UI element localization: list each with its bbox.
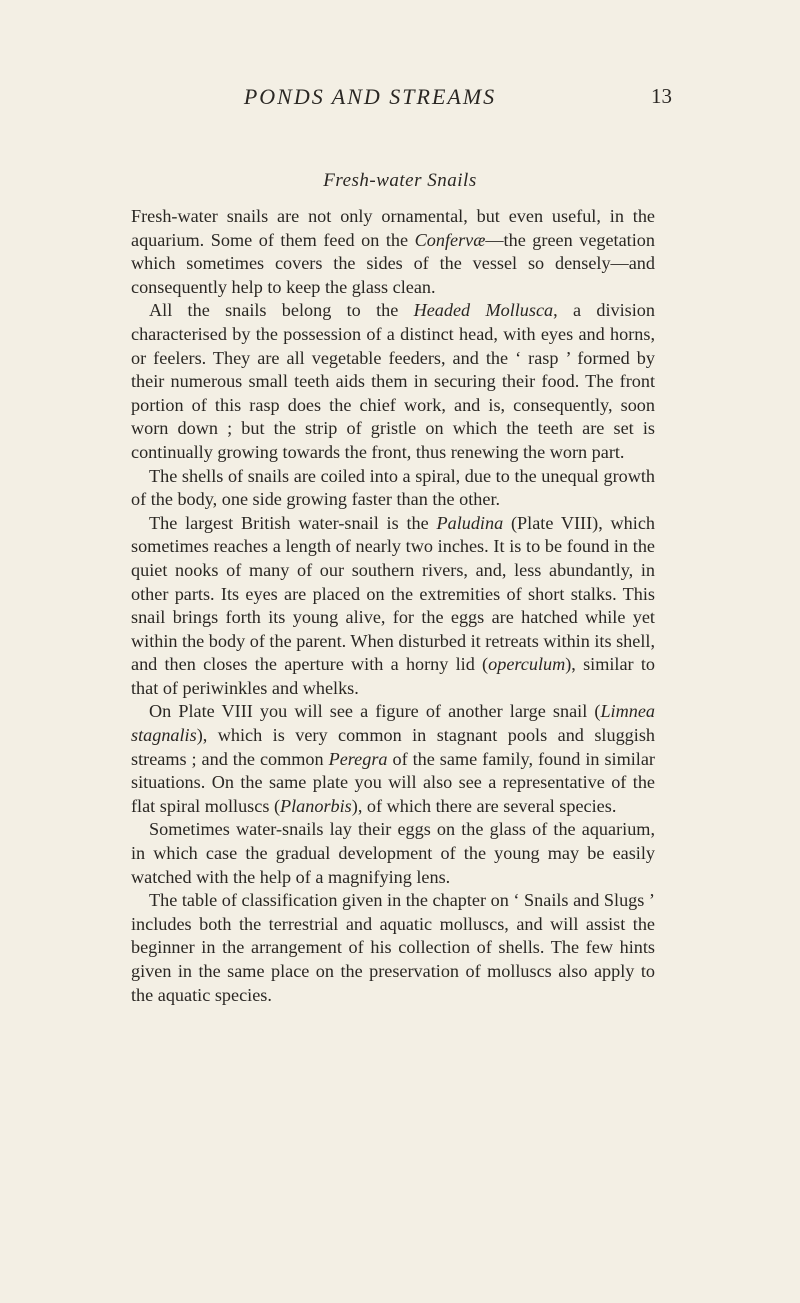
paragraph: Fresh-water snails are not only ornamental, but even useful, in the aquarium. Some of them feed on the Confervæ—the green vegetation which sometimes covers the sides of the vessel so densely—and consequently help to keep the glass clean. — [131, 206, 655, 297]
paragraph: All the snails belong to the Headed Mollusca, a division characterised by the possession of a distinct head, with eyes and horns, or feelers. They are all vegetable feeders, and the ‘ rasp ’ formed by their numerous small teeth aids them in securing their food. The front portion of this rasp does the chief work, and is, consequently, soon worn down ; but the strip of gristle on which the teeth are set is continually growing towards the front, thus renewing the worn part. — [131, 300, 655, 462]
running-head — [0, 84, 800, 112]
body-text — [131, 205, 655, 1007]
paragraph: The shells of snails are coiled into a spiral, due to the unequal growth of the body, one side growing faster than the other. — [131, 465, 655, 510]
paragraph: The largest British water-snail is the Paludina (Plate VIII), which sometimes reaches a length of nearly two inches. It is to be found in the quiet nooks of many of our southern rivers, and, less abundantly, in other parts. Its eyes are placed on the extremities of short stalks. This snail brings forth its young alive, for the eggs are hatched while yet within the body of the parent. When disturbed it retreats within its shell, and then closes the aperture with a horny lid (operculum), similar to that of periwinkles and whelks. — [131, 512, 656, 698]
paragraph: On Plate VIII you will see a figure of another large snail (Limnea stagnalis), which is very common in stagnant pools and sluggish streams ; and the common Peregra of the same family, found in similar situations. On the same plate you will also see a representative of the flat spiral molluscs (Planorbis), of which there are several species. — [131, 701, 655, 816]
paragraph: Sometimes water-snails lay their eggs on the glass of the aquarium, in which case the gradual development of the young may be easily watched with the help of a magnifying lens. — [131, 819, 655, 887]
paragraph: The table of classification given in the chapter on ‘ Snails and Slugs ’ includes both the terrestrial and aquatic molluscs, and will assist the beginner in the arrangement of his collection of shells. The few hints given in the same place on the preservation of molluscs also apply to the aquatic species. — [131, 890, 655, 1005]
page-number: 13 — [651, 84, 672, 108]
running-title: PONDS AND STREAMS — [243, 84, 497, 109]
section-title: Fresh-water Snails — [323, 170, 477, 191]
